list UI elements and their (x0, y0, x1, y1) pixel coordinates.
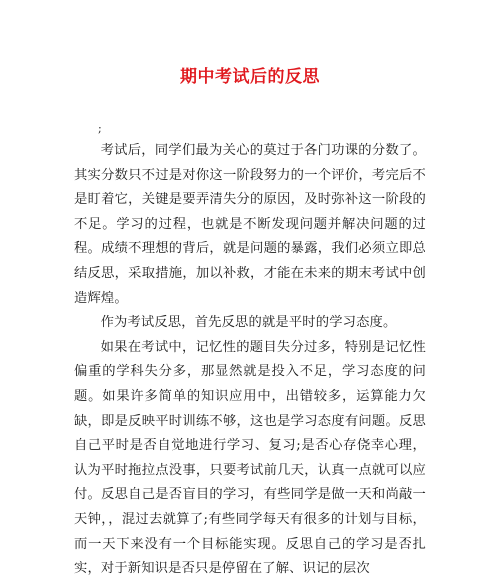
document-title: 期中考试后的反思 (180, 67, 320, 87)
paragraph-2: 作为考试反思，首先反思的就是平时的学习态度。 (100, 315, 397, 331)
document-body (74, 139, 426, 582)
semicolon-marker: ; (98, 122, 102, 135)
paragraph-1: 考试后，同学们最为关心的莫过于各门功课的分数了。其实分数只不过是对你这一阶段努力的一个评价，考完后不是盯着它，关键是要弄清失分的原因，及时弥补这一阶段的不足。学习的过程，也就是不断发现问题并解决问题的过程。成绩不理想的背后，就是问题的暴露，我们必须立即总结反思，采取措施，加以补救，才能在未来的期末考试中创造辉煌。 (74, 143, 426, 306)
paragraph-3: 如果在考试中，记忆性的题目失分过多，特别是记忆性偏重的学科失分多，那显然就是投入不足，学习态度的问题。如果许多简单的知识应用中，出错较多，运算能力欠缺，即是反映平时训练不够，这也是学习态度有问题。反思自己平时是否自觉地进行学习、复习;是否心存侥幸心理，认为平时拖拉点没事，只要考试前几天，认真一点就可以应付。反思自己是否盲目的学习，有些同学是做一天和尚敲一天钟，，混过去就算了;有些同学每天有很多的计划与目标，而一天下来没有一个目标能实现。反思自己的学习是否扎实，对于新知识是否只是停留在了解、识记的层次 (74, 339, 426, 577)
